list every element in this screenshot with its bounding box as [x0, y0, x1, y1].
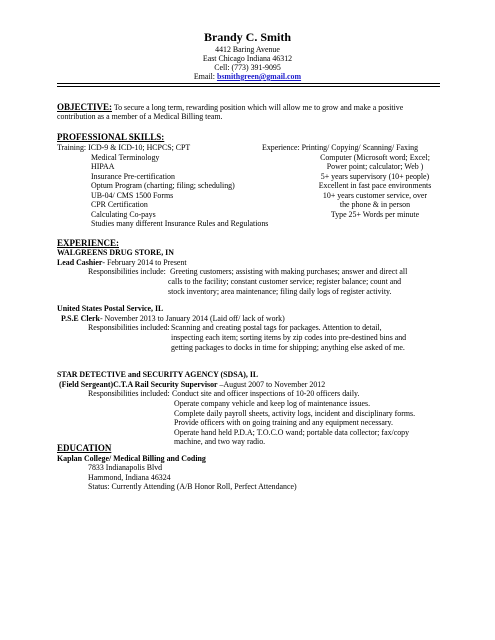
job-title: (Field Sergeant)C.T.A Rail Security Supervisor: [59, 380, 218, 389]
job-resp-line: machine, and two way radio.: [174, 437, 266, 446]
experience-skill-item: the phone & in person: [339, 200, 411, 209]
address-line-1: 4412 Baring Avenue: [215, 45, 280, 54]
job-employer: STAR DETECTIVE and SECURITY AGENCY (SDSA), IL: [57, 370, 259, 379]
experience-skill-item: Excellent in fast pace environments: [318, 181, 432, 190]
address-line-2: East Chicago Indiana 46312: [202, 54, 293, 63]
job-dates: –August 2007 to November 2012: [219, 380, 326, 389]
job-employer: United States Postal Service, IL: [57, 304, 164, 313]
training-item: Studies many different Insurance Rules and Regulations: [91, 219, 269, 228]
objective-text-1: To secure a long term, rewarding position which will allow me to grow and make a positive: [113, 103, 404, 112]
experience-skill-item: Computer (Microsoft word; Excel;: [320, 152, 430, 162]
training-item: HIPAA: [91, 162, 115, 171]
job-resp-line: calls to the facility; constant customer service; register balance; count and: [168, 277, 402, 286]
training-item: UB-04/ CMS 1500 Forms: [91, 190, 174, 200]
header-divider-bottom: [57, 86, 440, 87]
skills-heading: PROFESSIONAL SKILLS:: [57, 132, 165, 142]
job-resp-line: Complete daily payroll sheets, activity logs, incident and disciplinary forms.: [174, 409, 416, 418]
job-title: Lead Cashier: [57, 258, 103, 267]
objective-heading: OBJECTIVE:: [57, 102, 113, 112]
training-item: Optum Program (charting; filing; scheduling): [91, 181, 235, 190]
email-line: [0, 72, 495, 81]
job-resp-line: Conduct site and officer inspections of 10-20 officers daily.: [172, 389, 360, 398]
email-label: Email:: [193, 72, 215, 81]
training-item: ICD-9 & ICD-10; HCPCS; CPT: [88, 143, 191, 152]
education-heading: EDUCATION: [57, 443, 112, 453]
experience-skill-item: 10+ years customer service, over: [322, 190, 428, 200]
resume-name: Brandy C. Smith: [203, 30, 292, 44]
experience-skills-header: Experience: Printing/ Copying/ Scanning/ Faxing: [262, 143, 419, 152]
job-resp-line: Operate hand held P.D.A; T.O.C.O wand; portable data collector; fax/copy: [174, 428, 410, 437]
training-item: CPR Certification: [91, 200, 148, 209]
objective-text-2: contribution as a member of a Medical Billing team.: [57, 112, 223, 121]
job-resp-label: Responsibilities included:: [88, 323, 170, 332]
experience-skill-item: 5+ years supervisory (10+ people): [320, 171, 430, 181]
training-item: Calculating Co-pays: [91, 209, 156, 219]
education-line: Hammond, Indiana 46324: [88, 473, 171, 482]
cell-phone: Cell: (773) 391-9095: [214, 63, 281, 72]
experience-skill-item: Type 25+ Words per minute: [330, 209, 420, 219]
experience-skills-list: [290, 153, 460, 220]
training-list: [91, 153, 268, 229]
experience-heading: EXPERIENCE:: [57, 238, 120, 248]
job-resp-line: Operate company vehicle and keep log of maintenance issues.: [174, 399, 371, 408]
training-label: Training:: [57, 143, 87, 152]
job-resp-line: Scanning and creating postal tags for packages. Attention to detail,: [171, 323, 382, 332]
education-line: 7833 Indianapolis Blvd: [88, 463, 163, 472]
job-resp-label: Responsibilities include:: [88, 267, 166, 276]
job-resp-label: Responsibilities included:: [88, 389, 170, 398]
training-item: Medical Terminology: [91, 152, 160, 162]
job-title: P.S.E Clerk: [61, 314, 100, 323]
education-line: Status: Currently Attending (A/B Honor Roll, Perfect Attendance): [88, 482, 297, 491]
job-employer: WALGREENS DRUG STORE, IN: [57, 248, 174, 257]
job-resp-line: stock inventory; area maintenance; filing daily logs of register activity.: [168, 287, 392, 296]
experience-skill-item: Power point; calculator; Web ): [326, 162, 424, 171]
job-dates: - February 2014 to Present: [102, 258, 187, 267]
job-dates: - November 2013 to January 2014 (Laid off/ lack of work): [99, 314, 285, 323]
job-resp-line: inspecting each item; sorting items by zip codes into pre-destined bins and: [171, 333, 407, 342]
email-link[interactable]: bsmithgreen@gmail.com: [216, 72, 302, 81]
job-resp-line: getting packages to docks in time for shipping; anything else asked of me.: [171, 343, 405, 352]
header-divider-top: [57, 83, 440, 84]
job-resp-line: Greeting customers; assisting with making purchases; answer and direct all: [170, 267, 408, 276]
job-resp-line: Provide officers with on going training and any equipment necessary.: [174, 418, 393, 427]
training-first-line: [57, 143, 190, 152]
education-school: Kaplan College/ Medical Billing and Coding: [57, 454, 206, 463]
training-item: Insurance Pre-certification: [91, 171, 175, 181]
